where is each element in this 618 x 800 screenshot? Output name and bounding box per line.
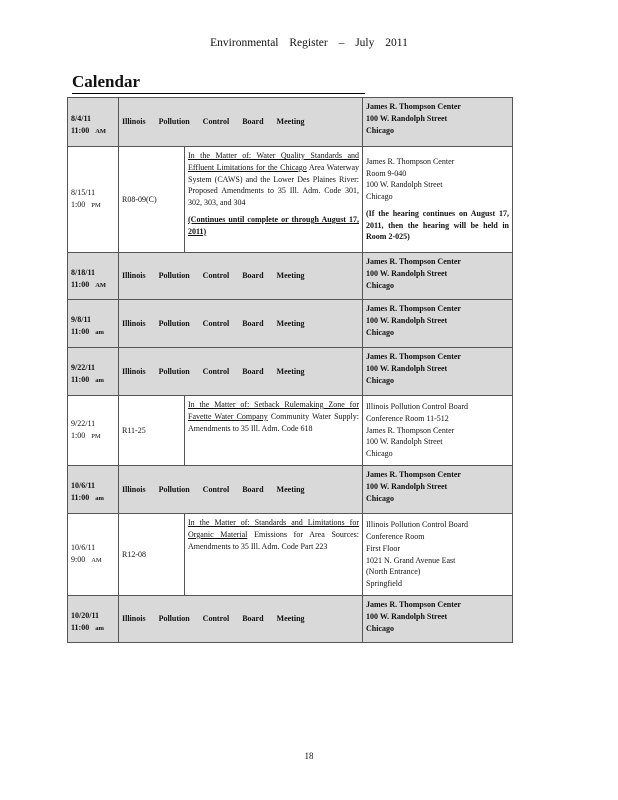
- docket-number: R08-09(C): [119, 147, 185, 253]
- matter-title: In the Matter of: Standards and Limitations for Organic Material: [188, 518, 359, 539]
- event-date: 8/18/11: [71, 267, 96, 277]
- event-time: 1:00: [71, 200, 86, 209]
- event-datetime: [68, 348, 119, 396]
- event-time-line: [71, 492, 115, 505]
- matter-description: [185, 514, 363, 596]
- event-date: 9/22/11: [71, 419, 96, 429]
- event-ampm: AM: [95, 281, 107, 289]
- event-time: 11:00: [71, 327, 90, 336]
- running-header: Environmental Register – July 2011: [210, 37, 408, 49]
- event-location: [363, 147, 513, 253]
- event-ampm: am: [95, 329, 104, 336]
- event-time: 11:00: [71, 375, 90, 384]
- event-time-line: [71, 622, 115, 635]
- location-line: 100 W. Randolph Street: [366, 437, 443, 447]
- event-location: [363, 253, 513, 300]
- calendar-row: [68, 514, 513, 596]
- event-location: [363, 514, 513, 596]
- event-date: 10/6/11: [71, 481, 96, 491]
- calendar-row: [68, 466, 513, 514]
- docket-number: R12-08: [119, 514, 185, 596]
- event-time: 1:00: [71, 431, 86, 440]
- location-line: James R. Thompson Center: [366, 257, 461, 266]
- event-date: 9/22/11: [71, 363, 96, 373]
- page-number: 18: [304, 751, 314, 761]
- calendar-row: [68, 300, 513, 348]
- docket-number: R11-25: [119, 396, 185, 466]
- event-location: [363, 300, 513, 348]
- location-line: Illinois Pollution Control Board: [366, 520, 469, 530]
- event-location: [363, 396, 513, 466]
- location-line: James R. Thompson Center: [366, 156, 455, 166]
- location-note: (If the hearing continues on August 17, 2011, then the hearing will be held in Room 2-025): [366, 208, 509, 242]
- calendar-row: [68, 98, 513, 147]
- location-line: Conference Room 11-512: [366, 413, 449, 423]
- calendar-row: [68, 348, 513, 396]
- matter-body: Emissions for Area Sources: Amendments to 35 Ill. Adm. Code Part 223: [188, 529, 360, 551]
- section-title: Calendar: [72, 72, 140, 91]
- location-line: Chicago: [366, 493, 394, 503]
- location-line: Chicago: [366, 280, 394, 290]
- location-line: 100 W. Randolph Street: [366, 113, 448, 123]
- calendar-row: [68, 147, 513, 253]
- matter-title: In the Matter of: Setback Rulemaking Zone for Favette Water Company: [188, 400, 359, 421]
- matter-title: In the Matter of: Water Quality Standards and Effluent Limitations for the Chicago: [188, 151, 359, 172]
- location-line: 100 W. Randolph Street: [366, 180, 443, 190]
- event-ampm: am: [95, 624, 104, 632]
- event-date: 8/15/11: [71, 188, 96, 198]
- location-line: James R. Thompson Center: [366, 352, 461, 361]
- location-line: 100 W. Randolph Street: [366, 315, 448, 325]
- event-ampm: am: [95, 495, 104, 502]
- event-date: 10/6/11: [71, 543, 96, 553]
- matter-description: [185, 396, 363, 466]
- event-time-line: [71, 199, 115, 212]
- event-ampm: am: [95, 377, 104, 384]
- event-time: 9:00: [71, 555, 86, 564]
- event-subject: Illinois Pollution Control Board Meeting: [119, 300, 363, 348]
- event-time: 11:00: [71, 125, 90, 135]
- location-line: Conference Room: [366, 531, 425, 541]
- event-datetime: [68, 466, 119, 514]
- event-subject: Illinois Pollution Control Board Meeting: [119, 348, 363, 396]
- event-time-line: [71, 554, 115, 567]
- location-line: Chicago: [366, 125, 394, 135]
- calendar-row: [68, 596, 513, 643]
- location-line: James R. Thompson Center: [366, 600, 461, 609]
- event-datetime: [68, 98, 119, 147]
- location-line: Chicago: [366, 623, 394, 633]
- event-datetime: [68, 253, 119, 300]
- location-line: Chicago: [366, 192, 393, 202]
- location-line: Chicago: [366, 375, 394, 385]
- location-line: James R. Thompson Center: [366, 304, 461, 313]
- event-subject: Illinois Pollution Control Board Meeting: [119, 466, 363, 514]
- event-datetime: [68, 514, 119, 596]
- calendar-table: [67, 97, 513, 643]
- event-time-line: [71, 326, 115, 339]
- matter-body: Area Waterway System (CAWS) and the Lower Des Plaines River: Proposed Amendments to 35 Ill. Adm. Code 301, 302, 303, and 304: [188, 162, 359, 208]
- location-line: Room 9-040: [366, 168, 407, 178]
- location-line: Illinois Pollution Control Board: [366, 402, 469, 411]
- location-line: First Floor: [366, 543, 401, 553]
- location-line: 100 W. Randolph Street: [366, 611, 448, 621]
- event-time: 11:00: [71, 279, 90, 289]
- calendar-row: [68, 396, 513, 466]
- location-line: Chicago: [366, 327, 394, 337]
- event-date: 8/4/11: [71, 113, 92, 123]
- location-line: 1021 N. Grand Avenue East: [366, 555, 456, 565]
- event-datetime: [68, 396, 119, 466]
- event-time-line: [71, 374, 115, 387]
- location-line: (North Entrance): [366, 567, 421, 577]
- calendar-row: [68, 253, 513, 300]
- event-time: 11:00: [71, 622, 90, 632]
- event-ampm: AM: [91, 557, 102, 564]
- event-ampm: PM: [91, 433, 101, 440]
- location-line: James R. Thompson Center: [366, 425, 455, 435]
- event-location: [363, 98, 513, 147]
- event-ampm: AM: [95, 127, 107, 135]
- event-location: [363, 348, 513, 396]
- event-datetime: [68, 147, 119, 253]
- location-line: 100 W. Randolph Street: [366, 363, 448, 373]
- matter-body: Community Water Supply: Amendments to 35 Ill. Adm. Code 618: [188, 411, 359, 433]
- event-time-line: [71, 125, 115, 138]
- event-date: 10/20/11: [71, 610, 100, 620]
- event-datetime: [68, 300, 119, 348]
- matter-note: (Continues until complete or through August 17, 2011): [188, 214, 359, 236]
- location-line: Chicago: [366, 449, 393, 459]
- event-time-line: [71, 430, 115, 443]
- location-line: 100 W. Randolph Street: [366, 481, 448, 491]
- title-rule: [72, 93, 365, 94]
- event-ampm: PM: [91, 202, 101, 209]
- location-line: Springfield: [366, 579, 402, 589]
- event-date: 9/8/11: [71, 315, 92, 325]
- event-subject: Illinois Pollution Control Board Meeting: [119, 253, 363, 300]
- location-line: James R. Thompson Center: [366, 470, 461, 479]
- event-subject: Illinois Pollution Control Board Meeting: [119, 98, 363, 147]
- event-time: 11:00: [71, 493, 90, 502]
- event-datetime: [68, 596, 119, 643]
- event-subject: Illinois Pollution Control Board Meeting: [119, 596, 363, 643]
- location-line: 100 W. Randolph Street: [366, 268, 448, 278]
- event-location: [363, 596, 513, 643]
- event-time-line: [71, 279, 115, 292]
- event-location: [363, 466, 513, 514]
- location-line: James R. Thompson Center: [366, 102, 461, 111]
- matter-description: [185, 147, 363, 253]
